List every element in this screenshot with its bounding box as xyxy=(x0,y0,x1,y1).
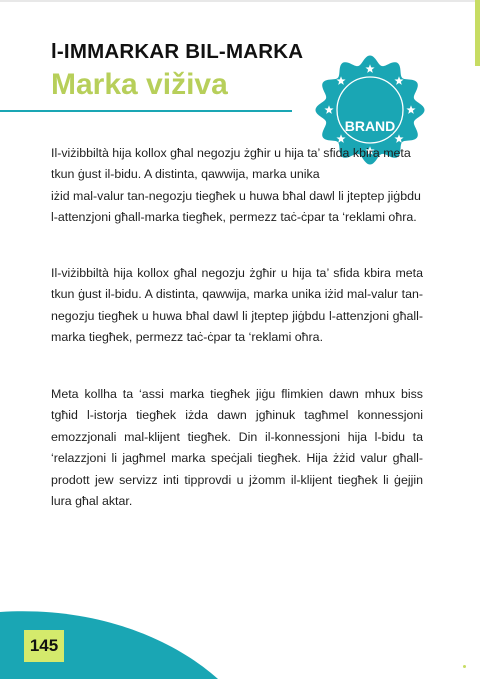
badge-label: BRAND xyxy=(344,118,396,134)
top-divider xyxy=(0,0,480,2)
title-underline xyxy=(0,110,292,112)
paragraph-2: Il-viżibbiltà hija kollox għal negozju żgħir u hija ta’ sfida kbira meta tkun ġust il-bidu. A distinta, qawwija, marka unika iżid mal-valur tan-negozju tiegħek u huwa bħal dawl li jteptep jiġbdu l-attenzjoni għall-marka tiegħek, permezz taċ-ċpar ta ‘reklami oħra. xyxy=(51,266,423,345)
paragraph-1-line: tkun ġust il-bidu. A distinta, qawwija, marka unika xyxy=(51,167,320,182)
paragraph-1-line: iżid mal-valur tan-negozju tiegħek u huwa bħal dawl li jteptep jiġbdu xyxy=(51,188,421,203)
corner-accent-bar xyxy=(475,0,480,66)
paragraph-1 xyxy=(51,143,423,229)
page-title: Marka viživa xyxy=(51,68,228,101)
paragraph-1-line: Il-viżibbiltà hija kollox għal negozju żgħir u hija ta’ sfida kbira meta xyxy=(51,146,411,160)
page-number: 145 xyxy=(24,630,64,662)
section-kicker: l-IMMARKAR BIL-MARKA xyxy=(51,40,304,63)
paragraph-3: Meta kollha ta ‘assi marka tiegħek jiġu flimkien dawn mhux biss tgħid l-istorja tiegħek iżda dawn jgħinuk tagħmel konnessjoni emozzjonali mal-klijent tiegħek. Din il-konnessjoni hija l-bidu ta ‘relazzjoni li jagħmel marka speċjali tiegħek. Hija żżid valur għall-prodott jew servizz inti tipprovdi u jżomm il-klijent tiegħek li ġejjin lura għal aktar. xyxy=(51,387,423,509)
corner-dot xyxy=(463,665,466,668)
paragraph-1-line: l-attenzjoni għall-marka tiegħek, permezz taċ-ċpar ta ‘reklami oħra. xyxy=(51,210,417,225)
footer-wave xyxy=(0,610,480,679)
